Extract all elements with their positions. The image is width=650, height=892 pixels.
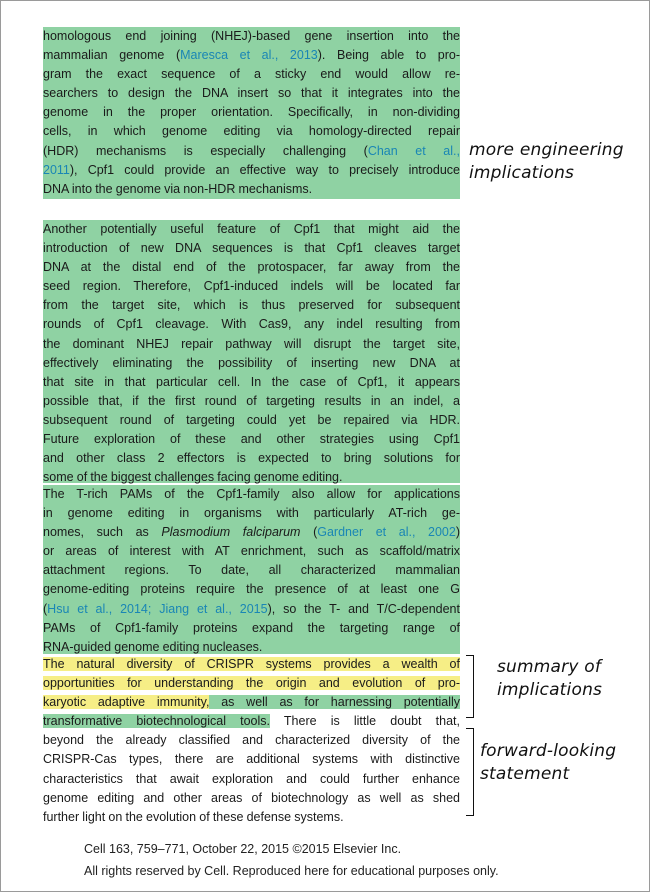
forward-bracket — [466, 728, 474, 816]
text-segment: ( — [43, 601, 48, 616]
yellow-highlight-text: opportunities for understanding the origin and evolution of pro- — [43, 676, 460, 691]
text-segment: ), Cpf1 could provide an effective way to precisely introduce — [69, 162, 460, 177]
yellow-highlight-text: The natural diversity of CRISPR systems provides a wealth of — [43, 657, 460, 671]
text-segment: or areas of interest with AT enrichment, such as scaffold/matrix — [43, 544, 460, 559]
text-line — [43, 504, 460, 523]
text-line — [43, 731, 460, 750]
text-line — [43, 258, 460, 277]
text-line — [43, 27, 460, 46]
text-line — [43, 161, 460, 180]
text-segment: There is little doubt that, — [270, 714, 460, 729]
text-line — [43, 180, 460, 199]
green-highlight-text: transformative biotechnological tools. — [43, 714, 270, 729]
text-line — [43, 142, 460, 161]
text-segment: DNA into the genome via non-HDR mechanisms. — [43, 181, 313, 196]
text-segment: searchers to design the DNA insert so that it integrates into the — [43, 86, 460, 101]
text-segment: ( — [300, 525, 318, 540]
text-segment: RNA-guided genome editing nucleases. — [43, 639, 263, 654]
text-segment: possible that, if the first round of targeting results in an indel, a — [43, 393, 460, 408]
rights-footer — [84, 864, 499, 878]
text-segment: ). Being able to pro- — [317, 48, 460, 63]
paragraph-t-rich-pams — [43, 485, 460, 654]
text-segment: and other class 2 effectors is expected to bring solutions for — [43, 451, 460, 466]
text-segment: genome editing and other areas of biotechnology as well as shed — [43, 790, 460, 805]
text-segment: introduction of new DNA sequences is that Cpf1 cleaves target — [43, 241, 460, 256]
text-line — [43, 523, 460, 542]
text-line — [43, 239, 460, 258]
text-segment: ), so the T- and T/C-dependent — [267, 601, 460, 616]
text-line — [43, 485, 460, 504]
text-segment: Future exploration of these and other strategies using Cpf1 — [43, 432, 460, 447]
text-line — [43, 561, 460, 580]
text-line — [43, 220, 460, 239]
rights-line: All rights reserved by Cell. Reproduced here for educational purposes only. — [84, 864, 499, 878]
text-segment: that site in that particular cell. In the case of Cpf1, it appears — [43, 374, 460, 389]
text-segment: the dominant NHEJ repair pathway will disrupt the target site, — [43, 336, 460, 351]
text-segment: characteristics that await exploration and could further enhance — [43, 771, 460, 786]
text-line — [43, 674, 460, 693]
text-segment: further light on the evolution of these defense systems. — [43, 809, 344, 824]
species-name: Plasmodium falciparum — [161, 525, 301, 540]
text-line — [43, 277, 460, 296]
citation-link[interactable]: Chan et al., — [367, 143, 460, 158]
yellow-highlight-text: karyotic adaptive immunity, — [43, 695, 210, 710]
citation-link[interactable]: Hsu et al., 2014; Jiang et al., 2015 — [47, 601, 268, 616]
text-line — [43, 335, 460, 354]
text-segment: The T-rich PAMs of the Cpf1-family also allow for applications — [43, 487, 460, 501]
text-line — [43, 430, 460, 449]
text-line — [43, 542, 460, 561]
text-segment: seed region. Therefore, Cpf1-induced indels will be located far — [43, 279, 460, 294]
text-segment: genome in the proper orientation. Specifically, in non-dividing — [43, 105, 460, 120]
text-line — [43, 789, 460, 808]
annotation-more-engineering: more engineering implications — [469, 140, 624, 183]
text-segment: DNA at the distal end of the protospacer, far away from the — [43, 260, 460, 275]
text-line — [43, 750, 460, 769]
text-segment: beyond the already classified and characterized diversity of the — [43, 733, 460, 748]
text-line — [43, 354, 460, 373]
text-line — [43, 655, 460, 674]
text-segment: (HDR) mechanisms is especially challenging ( — [43, 143, 368, 158]
text-line — [43, 315, 460, 334]
text-line — [43, 808, 460, 827]
text-line — [43, 65, 460, 84]
text-segment: gram the exact sequence of a sticky end would allow re- — [43, 67, 460, 82]
text-line — [43, 84, 460, 103]
text-segment: mammalian genome ( — [43, 48, 181, 63]
summary-bracket — [466, 655, 474, 718]
green-highlight-text: as well as for harnessing potentially — [209, 695, 460, 710]
citation-link[interactable]: 2011 — [43, 162, 70, 177]
text-segment: CRISPR-Cas types, there are additional systems with distinctive — [43, 752, 460, 767]
text-segment: cells, in which genome editing via homology-directed repair — [43, 124, 460, 139]
text-line — [43, 103, 460, 122]
paragraph-distal-cleavage — [43, 220, 460, 483]
text-line — [43, 770, 460, 789]
text-segment: in genome editing in organisms with particularly AT-rich ge- — [43, 506, 460, 521]
text-line — [43, 449, 460, 468]
text-line — [43, 296, 460, 315]
paragraph-ndej-insertion — [43, 27, 460, 199]
text-line — [43, 693, 460, 712]
text-line — [43, 580, 460, 599]
text-segment: some of the biggest challenges facing genome editing. — [43, 470, 343, 485]
text-segment: effectively eliminating the possibility of inserting new DNA at — [43, 355, 460, 370]
paragraph-natural-diversity — [43, 655, 460, 827]
text-line — [43, 600, 460, 619]
annotation-forward-looking: forward-looking statement — [480, 741, 617, 784]
text-line — [43, 411, 460, 430]
text-segment: homologous end joining (NHEJ)-based gene insertion into the — [43, 29, 460, 43]
text-segment: PAMs of Cpf1-family proteins expand the targeting range of — [43, 620, 460, 635]
annotation-summary: summary of implications — [497, 657, 603, 700]
citation-footer — [84, 842, 401, 856]
text-line — [43, 619, 460, 638]
text-line — [43, 46, 460, 65]
text-segment: ) — [455, 525, 460, 540]
text-segment: rounds of Cpf1 cleavage. With Cas9, any indel resulting from — [43, 317, 460, 332]
citation-line: Cell 163, 759–771, October 22, 2015 ©2015 Elsevier Inc. — [84, 842, 402, 856]
text-segment: subsequent round of targeting could yet be repaired via HDR. — [43, 412, 460, 427]
text-segment: from the target site, which is thus preserved for subsequent — [43, 298, 460, 313]
text-segment: nomes, such as — [43, 525, 162, 540]
text-segment: genome-editing proteins require the presence of at least one G — [43, 582, 460, 597]
text-segment: Another potentially useful feature of Cpf1 that might aid the — [43, 222, 460, 236]
text-line — [43, 122, 460, 141]
text-line — [43, 373, 460, 392]
text-segment: attachment regions. To date, all characterized mammalian — [43, 563, 460, 578]
text-line — [43, 392, 460, 411]
citation-link[interactable]: Maresca et al., 2013 — [180, 48, 318, 63]
text-line — [43, 712, 460, 731]
text-line — [43, 638, 460, 657]
citation-link[interactable]: Gardner et al., 2002 — [317, 525, 456, 540]
